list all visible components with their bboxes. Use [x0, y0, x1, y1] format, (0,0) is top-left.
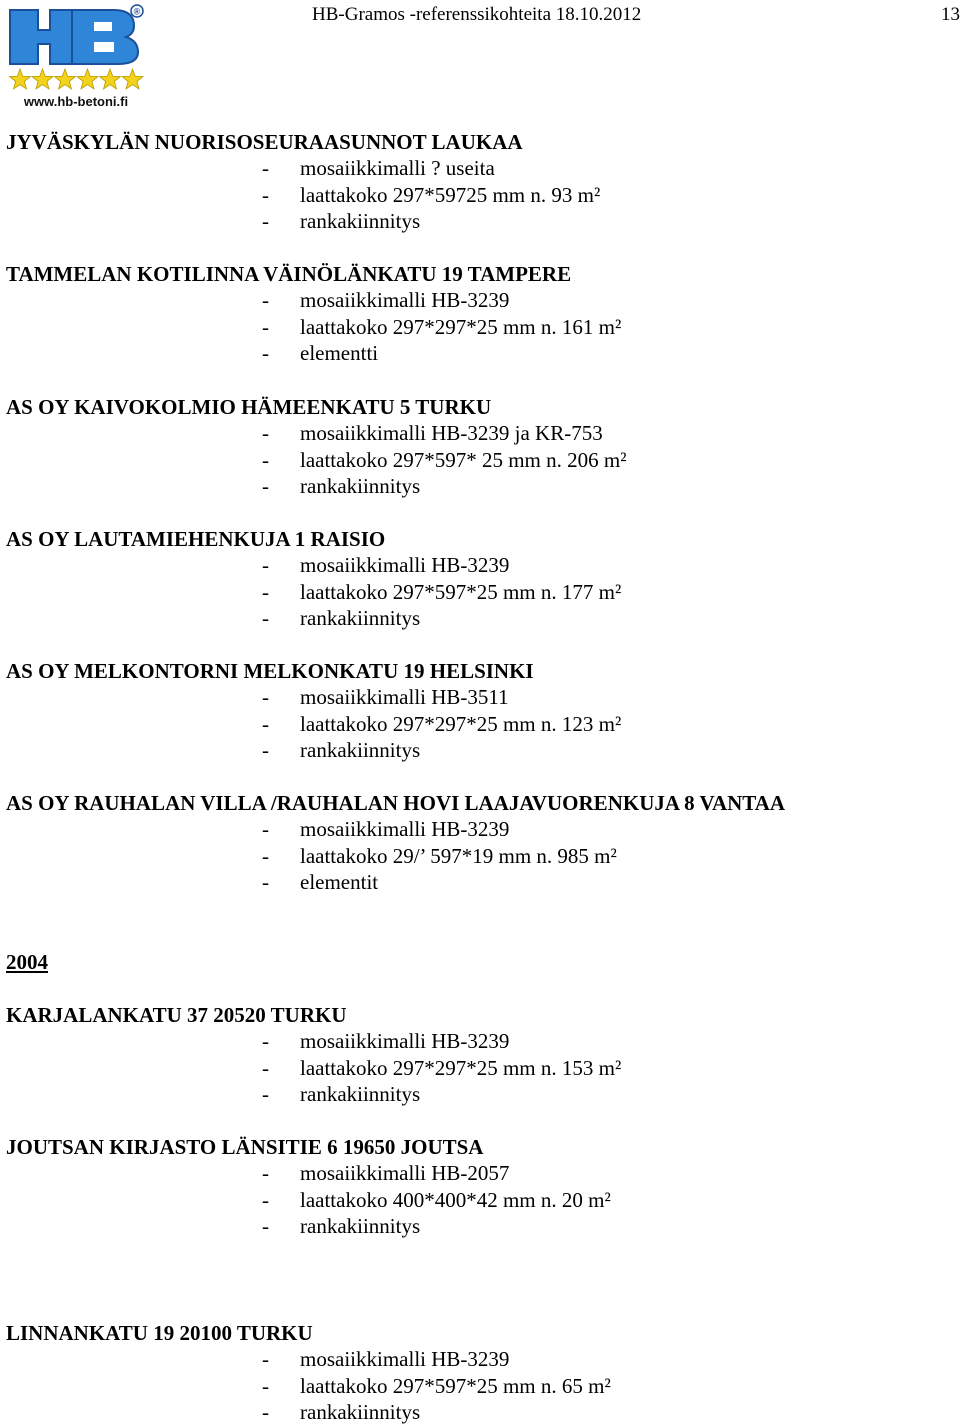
bullet-dash: - — [262, 553, 269, 577]
project-title: AS OY LAUTAMIEHENKUJA 1 RAISIO — [6, 527, 386, 551]
detail-line — [262, 314, 621, 340]
star-row — [10, 69, 143, 89]
star-icon — [100, 69, 121, 89]
detail-line — [262, 605, 420, 631]
star-icon — [77, 69, 98, 89]
detail-line — [262, 816, 509, 842]
detail-line — [262, 340, 378, 366]
bullet-dash: - — [262, 1029, 269, 1053]
bullet-dash: - — [262, 315, 269, 339]
detail-text: rankakiinnitys — [300, 474, 421, 498]
bullet-dash: - — [262, 1056, 269, 1080]
detail-line — [262, 1187, 611, 1213]
detail-text: laattakoko 297*297*25 mm n. 123 m² — [300, 712, 622, 736]
logo-url: www.hb-betoni.fi — [23, 94, 129, 109]
bullet-dash: - — [262, 474, 269, 498]
detail-line — [262, 843, 617, 869]
bullet-dash: - — [262, 421, 269, 445]
detail-text: laattakoko 297*59725 mm n. 93 m² — [300, 183, 601, 207]
bullet-dash: - — [262, 156, 269, 180]
detail-line — [262, 447, 627, 473]
project-title: AS OY RAUHALAN VILLA /RAUHALAN HOVI LAAJAVUORENKUJA 8 VANTAA — [6, 791, 786, 815]
detail-text: mosaiikkimalli HB-3239 — [300, 553, 510, 577]
detail-text: laattakoko 297*597* 25 mm n. 206 m² — [300, 448, 627, 472]
bullet-dash: - — [262, 844, 269, 868]
detail-text: elementit — [300, 870, 379, 894]
detail-line — [262, 1399, 420, 1425]
star-icon — [32, 69, 53, 89]
bullet-dash: - — [262, 448, 269, 472]
bullet-dash: - — [262, 1400, 269, 1424]
bullet-dash: - — [262, 606, 269, 630]
detail-line — [262, 684, 509, 710]
project-title: TAMMELAN KOTILINNA VÄINÖLÄNKATU 19 TAMPERE — [6, 262, 572, 286]
detail-text: mosaiikkimalli HB-2057 — [300, 1161, 510, 1185]
bullet-dash: - — [262, 580, 269, 604]
bullet-dash: - — [262, 738, 269, 762]
bullet-dash: - — [262, 341, 269, 365]
bullet-dash: - — [262, 183, 269, 207]
detail-text: rankakiinnitys — [300, 1082, 421, 1106]
bullet-dash: - — [262, 1347, 269, 1371]
project-title: JYVÄSKYLÄN NUORISOSEURAASUNNOT LAUKAA — [6, 130, 523, 154]
detail-line — [262, 420, 603, 446]
detail-text: laattakoko 400*400*42 mm n. 20 m² — [300, 1188, 611, 1212]
detail-text: elementti — [300, 341, 379, 365]
detail-line — [262, 155, 495, 181]
project-title: JOUTSAN KIRJASTO LÄNSITIE 6 19650 JOUTSA — [6, 1135, 484, 1159]
project-title: AS OY KAIVOKOLMIO HÄMEENKATU 5 TURKU — [6, 395, 492, 419]
year-heading: 2004 — [6, 950, 48, 974]
bullet-dash: - — [262, 870, 269, 894]
detail-text: rankakiinnitys — [300, 1400, 421, 1424]
hb-betoni-logo — [6, 2, 146, 114]
detail-line — [262, 737, 420, 763]
detail-line — [262, 208, 420, 234]
detail-text: mosaiikkimalli HB-3239 — [300, 1347, 510, 1371]
bullet-dash: - — [262, 712, 269, 736]
detail-text: laattakoko 297*597*25 mm n. 65 m² — [300, 1374, 611, 1398]
detail-line — [262, 1346, 509, 1372]
detail-text: rankakiinnitys — [300, 606, 421, 630]
detail-line — [262, 1028, 509, 1054]
detail-line — [262, 182, 600, 208]
detail-text: laattakoko 297*597*25 mm n. 177 m² — [300, 580, 622, 604]
detail-line — [262, 473, 420, 499]
detail-text: mosaiikkimalli HB-3239 — [300, 817, 510, 841]
bullet-dash: - — [262, 209, 269, 233]
page-number: 13 — [941, 4, 960, 25]
detail-text: mosaiikkimalli HB-3511 — [300, 685, 509, 709]
detail-text: laattakoko 297*297*25 mm n. 153 m² — [300, 1056, 622, 1080]
project-title: KARJALANKATU 37 20520 TURKU — [6, 1003, 347, 1027]
detail-text: mosaiikkimalli HB-3239 — [300, 288, 510, 312]
detail-text: rankakiinnitys — [300, 738, 421, 762]
registered-mark: ® — [133, 6, 141, 17]
header-title: HB-Gramos -referenssikohteita 18.10.2012 — [312, 4, 642, 25]
detail-text: mosaiikkimalli HB-3239 — [300, 1029, 510, 1053]
hb-letters — [10, 10, 138, 64]
detail-text: rankakiinnitys — [300, 209, 421, 233]
detail-line — [262, 552, 509, 578]
detail-line — [262, 579, 621, 605]
bullet-dash: - — [262, 1374, 269, 1398]
detail-text: laattakoko 29/’ 597*19 mm n. 985 m² — [300, 844, 617, 868]
detail-text: mosaiikkimalli HB-3239 ja KR-753 — [300, 421, 603, 445]
detail-line — [262, 1081, 420, 1107]
bullet-dash: - — [262, 1214, 269, 1238]
star-icon — [10, 69, 31, 89]
detail-line — [262, 711, 621, 737]
detail-line — [262, 869, 378, 895]
detail-text: rankakiinnitys — [300, 1214, 421, 1238]
detail-line — [262, 1055, 621, 1081]
project-title: AS OY MELKONTORNI MELKONKATU 19 HELSINKI — [6, 659, 534, 683]
detail-line — [262, 1160, 509, 1186]
detail-line — [262, 287, 509, 313]
detail-line — [262, 1373, 611, 1399]
star-icon — [55, 69, 76, 89]
bullet-dash: - — [262, 817, 269, 841]
bullet-dash: - — [262, 1082, 269, 1106]
project-title: LINNANKATU 19 20100 TURKU — [6, 1321, 313, 1345]
detail-text: laattakoko 297*297*25 mm n. 161 m² — [300, 315, 622, 339]
star-icon — [122, 69, 143, 89]
bullet-dash: - — [262, 288, 269, 312]
bullet-dash: - — [262, 685, 269, 709]
bullet-dash: - — [262, 1188, 269, 1212]
detail-line — [262, 1213, 420, 1239]
detail-text: mosaiikkimalli ? useita — [300, 156, 495, 180]
bullet-dash: - — [262, 1161, 269, 1185]
